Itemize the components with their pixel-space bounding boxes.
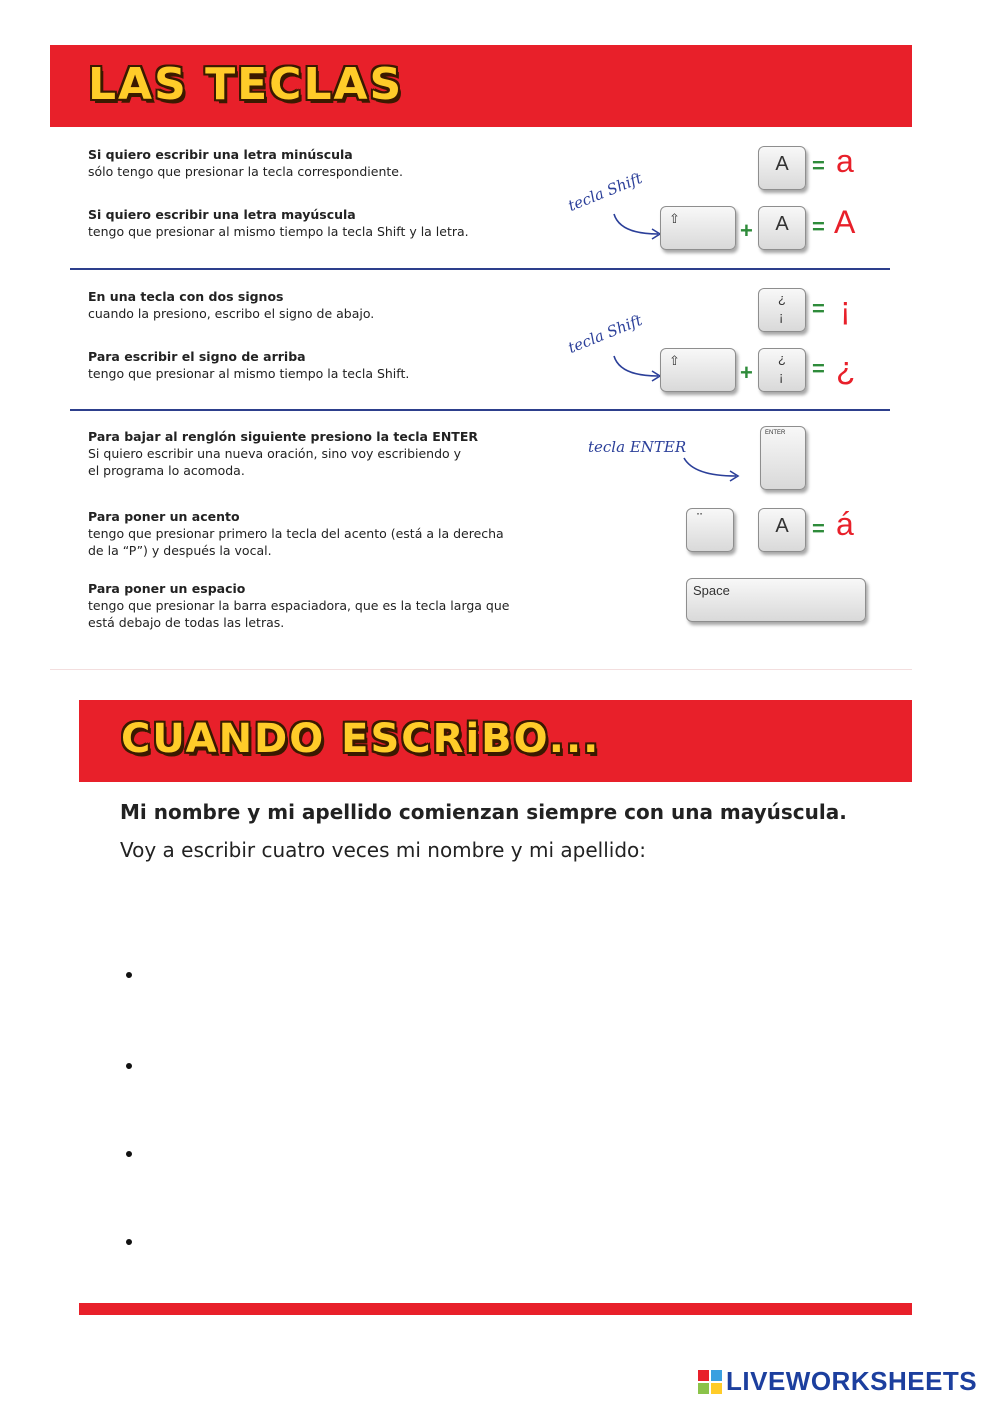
instruction-line-1: Mi nombre y mi apellido comienzan siempre con una mayúscula.: [120, 800, 847, 824]
key-space: Space: [686, 578, 866, 622]
rule-desc: Si quiero escribir una nueva oración, sino voy escribiendo y: [88, 446, 462, 461]
writing-bullet: [126, 972, 132, 978]
equals-sign: =: [812, 516, 825, 541]
note-shift: tecla Shift: [565, 311, 645, 357]
result-question: ¿: [836, 350, 856, 386]
rule-row-uppercase: [88, 206, 469, 240]
rule-desc: tengo que presionar al mismo tiempo la tecla Shift.: [88, 366, 410, 381]
writing-bullet: [126, 1151, 132, 1157]
arrow-icon: [610, 352, 666, 386]
rule-desc: sólo tengo que presionar la tecla correspondiente.: [88, 164, 403, 179]
result-uppercase-a: A: [834, 204, 856, 240]
rule-title: Si quiero escribir una letra minúscula: [88, 147, 353, 162]
result-lowercase-a: a: [836, 143, 854, 179]
key-shift: ⇧: [660, 206, 736, 250]
equals-sign: =: [812, 214, 825, 239]
section2-title: CUANDO ESCRiBO...: [121, 716, 601, 762]
rule-row-accent: [88, 508, 504, 559]
rule-title: Para escribir el signo de arriba: [88, 349, 306, 364]
writing-bullet: [126, 1063, 132, 1069]
liveworksheets-logo-icon: [698, 1370, 724, 1394]
note-enter: tecla ENTER: [588, 438, 687, 456]
rule-title: En una tecla con dos signos: [88, 289, 284, 304]
rule-row-enter: [88, 428, 478, 479]
key-inverted-signs: ¿ ¡: [758, 288, 806, 332]
rule-row-space: [88, 580, 509, 631]
rule-desc: tengo que presionar la barra espaciadora, que es la tecla larga que: [88, 598, 510, 613]
key-a: A: [758, 206, 806, 250]
key-enter: ENTER: [760, 426, 806, 490]
key-inverted-signs: ¿ ¡: [758, 348, 806, 392]
rule-desc: cuando la presiono, escribo el signo de abajo.: [88, 306, 375, 321]
section2-banner: [79, 700, 912, 782]
rule-title: Para poner un acento: [88, 509, 240, 524]
instruction-line-2: Voy a escribir cuatro veces mi nombre y mi apellido:: [120, 838, 646, 862]
separator: [70, 268, 890, 270]
rule-row-upper-sign: [88, 348, 409, 382]
rule-title: Para poner un espacio: [88, 581, 246, 596]
rule-row-lowercase: [88, 146, 403, 180]
bottom-red-bar: [79, 1303, 912, 1315]
separator: [70, 409, 890, 411]
equals-sign: =: [812, 356, 825, 381]
rule-title: Si quiero escribir una letra mayúscula: [88, 207, 356, 222]
rule-desc: el programa lo acomoda.: [88, 463, 245, 478]
note-shift: tecla Shift: [565, 169, 645, 215]
key-a: A: [758, 508, 806, 552]
rule-desc: tengo que presionar primero la tecla del acento (está a la derecha: [88, 526, 504, 541]
result-exclamation: ¡: [840, 290, 851, 326]
equals-sign: =: [812, 296, 825, 321]
writing-bullet: [126, 1239, 132, 1245]
rule-row-two-signs: [88, 288, 374, 322]
rule-desc: tengo que presionar al mismo tiempo la tecla Shift y la letra.: [88, 224, 469, 239]
equals-sign: =: [812, 153, 825, 178]
liveworksheets-logo: LIVEWORKSHEETS: [726, 1366, 978, 1396]
key-accent: ¨: [686, 508, 734, 552]
key-a: A: [758, 146, 806, 190]
rule-desc: está debajo de todas las letras.: [88, 615, 285, 630]
page-divider: [50, 669, 912, 670]
key-shift: ⇧: [660, 348, 736, 392]
plus-sign: +: [740, 360, 753, 385]
plus-sign: +: [740, 218, 753, 243]
rule-desc: de la “P”) y después la vocal.: [88, 543, 272, 558]
section1-banner: [50, 45, 912, 127]
rule-title: Para bajar al renglón siguiente presiono la tecla ENTER: [88, 429, 478, 444]
section1-title: LAS TECLAS: [88, 59, 404, 110]
arrow-icon: [680, 456, 744, 482]
result-accented-a: á: [836, 506, 854, 542]
arrow-icon: [610, 210, 666, 244]
